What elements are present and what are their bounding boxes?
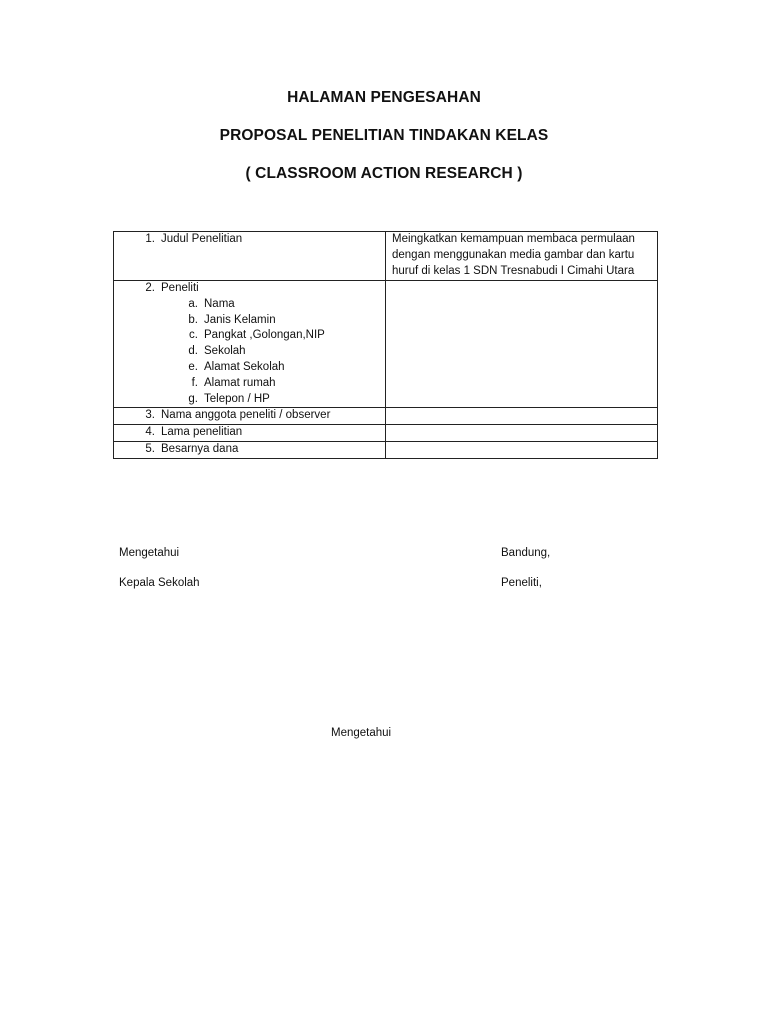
research-title-cell: [386, 232, 658, 281]
table-row: [114, 281, 658, 408]
item-letter: d.: [188, 345, 198, 358]
table-row: [114, 425, 658, 442]
row-label-cell: [114, 281, 386, 408]
item-text: Pangkat ,Golongan,NIP: [204, 329, 325, 342]
item-letter: c.: [189, 329, 198, 342]
list-item: [114, 392, 385, 408]
proposal-title: PROPOSAL PENELITIAN TINDAKAN KELAS: [219, 127, 549, 144]
table-row: [114, 232, 658, 281]
researcher-label: Peneliti,: [501, 577, 542, 589]
place-date-label: Bandung,: [501, 547, 551, 559]
item-text: Telepon / HP: [204, 392, 270, 405]
empty-value-cell: [386, 408, 658, 425]
row-number: 5.: [145, 443, 155, 456]
table-row: [114, 442, 658, 459]
acknowledged-center-label: Mengetahui: [331, 727, 392, 739]
researcher-fields-list: [114, 297, 385, 408]
list-item: [114, 313, 385, 329]
row-label: Nama anggota peneliti / observer: [161, 409, 331, 422]
item-letter: g.: [188, 392, 198, 405]
research-title-line: huruf di kelas 1 SDN Tresnabudi I Cimahi Utara: [392, 264, 635, 277]
research-title-line: Meingkatkan kemampuan membaca permulaan: [392, 233, 635, 245]
list-item: [114, 344, 385, 360]
row-number: 1.: [145, 233, 155, 245]
item-letter: b.: [188, 313, 198, 326]
item-text: Sekolah: [204, 345, 246, 358]
list-item: [114, 328, 385, 344]
item-text: Alamat Sekolah: [204, 360, 285, 373]
item-text: Alamat rumah: [204, 376, 276, 389]
item-text: Nama: [204, 297, 235, 310]
row-label: Judul Penelitian: [161, 233, 243, 245]
row-label-cell: [114, 442, 386, 459]
row-label-cell: [114, 425, 386, 442]
research-title-line: dengan menggunakan media gambar dan kartu: [392, 248, 635, 261]
item-letter: e.: [188, 360, 198, 373]
row-label: Lama penelitian: [161, 426, 243, 439]
item-letter: a.: [188, 297, 198, 310]
row-label: Peneliti: [161, 282, 199, 294]
principal-label: Kepala Sekolah: [119, 577, 200, 589]
item-text: Janis Kelamin: [204, 313, 276, 326]
row-label-cell: [114, 232, 386, 281]
row-number: 3.: [145, 409, 155, 422]
empty-value-cell: [386, 425, 658, 442]
row-number: 4.: [145, 426, 155, 439]
list-item: [114, 376, 385, 392]
row-number: 2.: [145, 282, 155, 294]
empty-value-cell: [386, 442, 658, 459]
row-label-cell: [114, 408, 386, 425]
approval-table: [113, 231, 658, 459]
page-title: HALAMAN PENGESAHAN: [287, 89, 481, 106]
list-item: [114, 297, 385, 313]
empty-value-cell: [386, 281, 658, 408]
proposal-subtitle: ( CLASSROOM ACTION RESEARCH ): [245, 165, 523, 182]
table-row: [114, 408, 658, 425]
list-item: [114, 360, 385, 376]
item-letter: f.: [191, 376, 198, 389]
row-label: Besarnya dana: [161, 443, 239, 456]
acknowledged-label: Mengetahui: [119, 547, 180, 559]
